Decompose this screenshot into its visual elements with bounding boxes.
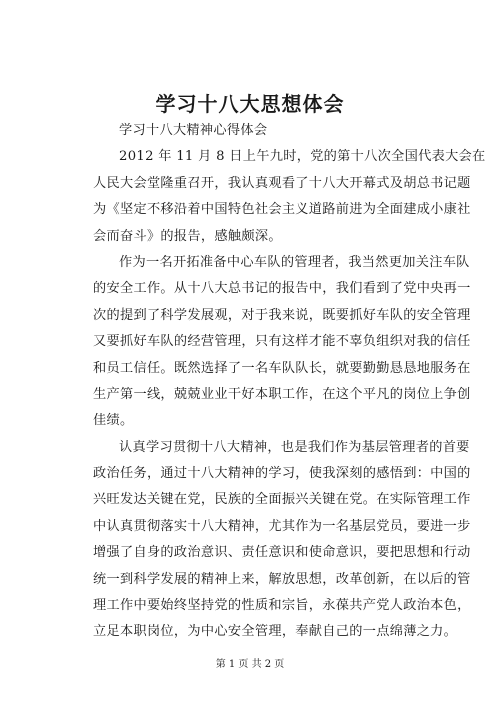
paragraph-line: 增强了自身的政治意识、责任意识和使命意识，要把思想和行动: [93, 545, 471, 561]
paragraph-line: 作为一名开拓准备中心车队的管理者，我当然更加关注车队: [119, 254, 470, 270]
paragraph-line: 的安全工作。从十八大总书记的报告中，我们看到了党中央再一: [93, 281, 471, 297]
paragraph-line: 佳绩。: [93, 413, 134, 429]
paragraph-line: 会而奋斗》的报告，感触颇深。: [93, 228, 282, 244]
document-title: 学习十八大思想体会: [155, 92, 345, 116]
paragraph-line: 立足本职岗位，为中心安全管理，奉献自己的一点绵薄之力。: [93, 624, 458, 640]
document-body: [93, 118, 486, 646]
page-number: 第 1 页 共 2 页: [215, 659, 285, 670]
paragraph-line: 认真学习贯彻十八大精神，也是我们作为基层管理者的首要: [119, 439, 470, 455]
paragraph-line: 次的提到了科学发展观，对于我来说，既要抓好车队的安全管理: [93, 307, 471, 323]
document-subtitle: 学习十八大精神心得体会: [119, 123, 268, 138]
paragraph-line: 生产第一线，兢兢业业干好本职工作，在这个平凡的岗位上争创: [93, 386, 471, 402]
paragraph-line: 中认真贯彻落实十八大精神，尤其作为一名基层党员，要进一步: [93, 518, 471, 534]
paragraph-line: 和员工信任。既然选择了一名车队队长，就要勤勤恳恳地服务在: [93, 360, 471, 376]
paragraph-line: 理工作中要始终坚持党的性质和宗旨，永葆共产党人政治本色，: [93, 598, 471, 614]
paragraph-line: 2012 年 11 月 8 日上午九时，党的第十八次全国代表大会在: [119, 149, 486, 165]
paragraph-line: 政治任务，通过十八大精神的学习，使我深刻的感悟到：中国的: [93, 466, 471, 482]
paragraph-line: 人民大会堂隆重召开，我认真观看了十八大开幕式及胡总书记题: [93, 175, 471, 191]
paragraph-line: 为《坚定不移沿着中国特色社会主义道路前进为全面建成小康社: [93, 202, 471, 218]
paragraph-line: 兴旺发达关键在党，民族的全面振兴关键在党。在实际管理工作: [93, 492, 471, 508]
paragraph-line: 统一到科学发展的精神上来，解放思想，改革创新，在以后的管: [93, 571, 471, 587]
paragraph-line: 又要抓好车队的经营管理，只有这样才能不辜负组织对我的信任: [93, 334, 471, 350]
